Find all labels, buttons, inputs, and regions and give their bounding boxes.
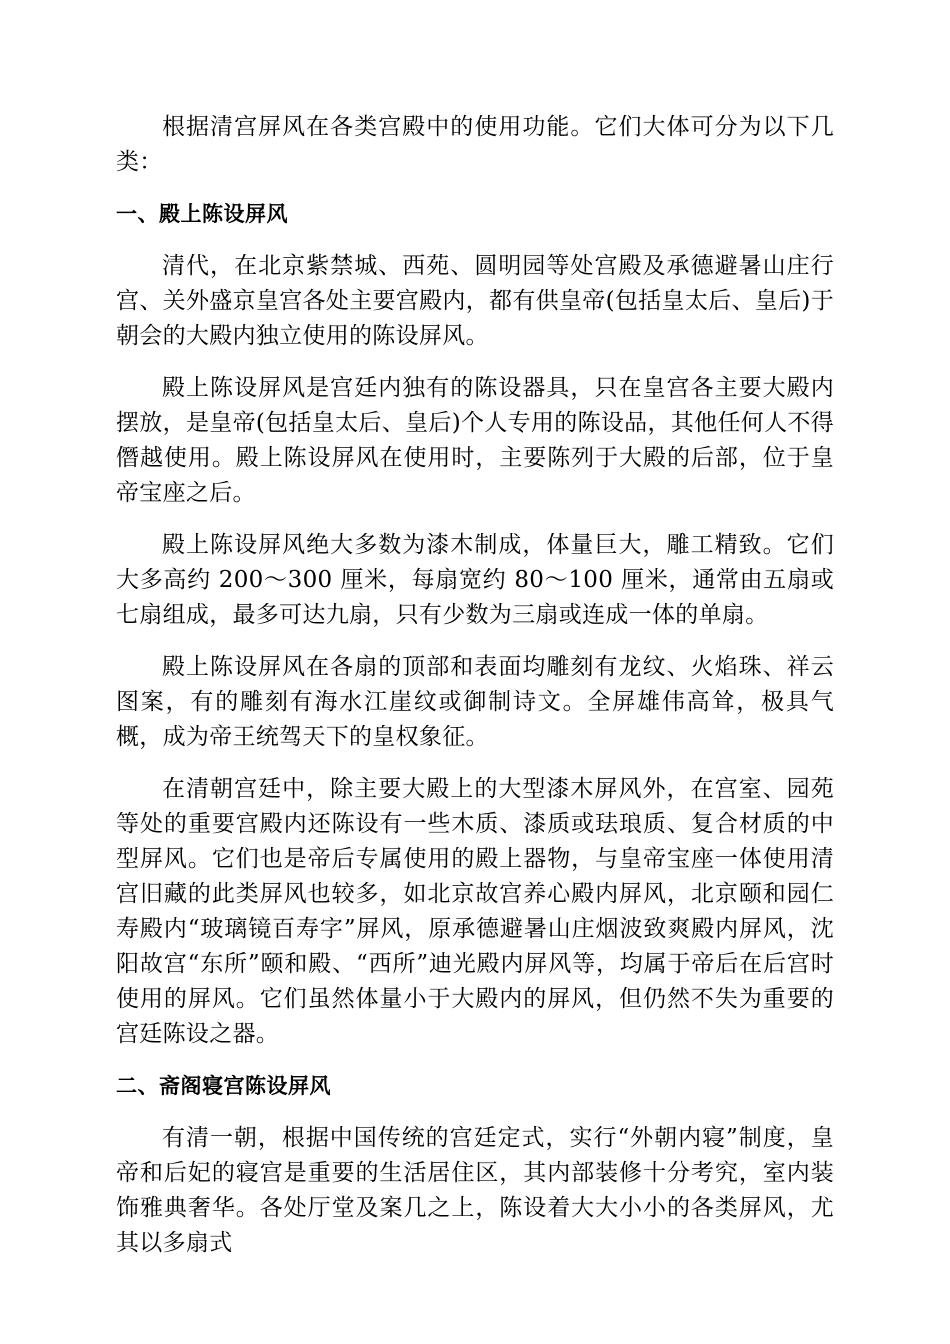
section-heading-2: 二、斋阁寝宫陈设屏风 <box>116 1074 331 1098</box>
section-heading-1: 一、殿上陈设屏风 <box>116 202 288 226</box>
paragraph: 有清一朝，根据中国传统的宫廷定式，实行“外朝内寝”制度，皇帝和后妃的寝宫是重要的生活居住区，其内部装修十分考究，室内装饰雅典奢华。各处厅堂及案几之上，陈设着大大小小的各类屏风，尤其以多扇式 <box>116 1125 834 1256</box>
paragraph: 在清朝宫廷中，除主要大殿上的大型漆木屏风外，在宫室、园苑等处的重要宫殿内还陈设有一些木质、漆质或珐琅质、复合材质的中型屏风。它们也是帝后专属使用的殿上器物，与皇帝宝座一体使用清宫旧藏的此类屏风也较多，如北京故宫养心殿内屏风，北京颐和园仁寿殿内“玻璃镜百寿字”屏风，原承德避暑山庄烟波致爽殿内屏风，沈阳故宫“东所”颐和殿、“西所”迪光殿内屏风等，均属于帝后在后宫时使用的屏风。它们虽然体量小于大殿内的屏风，但仍然不失为重要的宫廷陈设之器。 <box>116 776 834 1047</box>
intro-paragraph: 根据清宫屏风在各类宫殿中的使用功能。它们大体可分为以下几类： <box>116 114 834 175</box>
paragraph: 殿上陈设屏风在各扇的顶部和表面均雕刻有龙纹、火焰珠、祥云图案，有的雕刻有海水江崖纹或御制诗文。全屏雄伟高耸，极具气概，成为帝王统驾天下的皇权象征。 <box>116 654 834 750</box>
paragraph: 清代，在北京紫禁城、西苑、圆明园等处宫殿及承德避暑山庄行宫、关外盛京皇宫各处主要宫殿内，都有供皇帝(包括皇太后、皇后)于朝会的大殿内独立使用的陈设屏风。 <box>116 253 834 349</box>
document-body <box>116 110 834 1278</box>
paragraph: 殿上陈设屏风绝大多数为漆木制成，体量巨大，雕工精致。它们大多高约 200～300 厘米，每扇宽约 80～100 厘米，通常由五扇或七扇组成，最多可达九扇，只有少数为三扇或连成一体的单扇。 <box>116 532 834 628</box>
paragraph: 殿上陈设屏风是宫廷内独有的陈设器具，只在皇宫各主要大殿内摆放，是皇帝(包括皇太后、皇后)个人专用的陈设品，其他任何人不得僭越使用。殿上陈设屏风在使用时，主要陈列于大殿的后部，位于皇帝宝座之后。 <box>116 375 834 506</box>
